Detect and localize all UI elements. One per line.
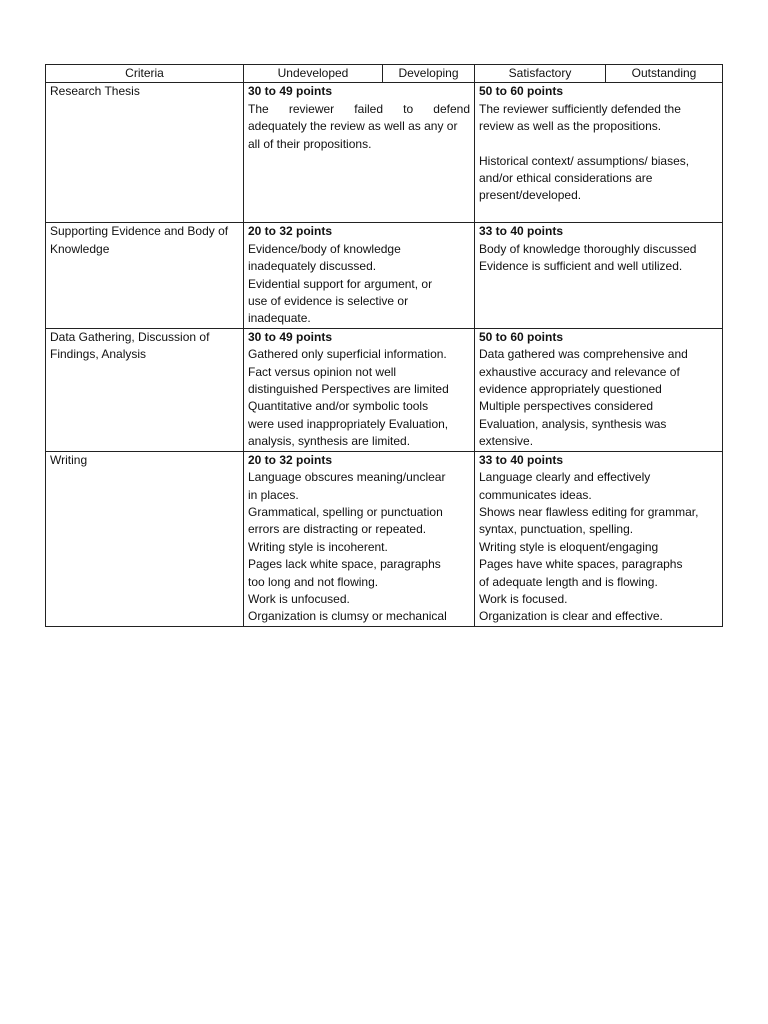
description-line: Multiple perspectives considered: [479, 399, 654, 414]
description-line: all of their propositions.: [248, 136, 372, 151]
points-range: 30 to 49 points: [248, 84, 333, 99]
description-line: Evidential support for argument, or: [248, 276, 433, 291]
description-line: Gathered only superficial information.: [248, 347, 447, 362]
description-line: too long and not flowing.: [248, 574, 379, 589]
high-range-cell: [475, 223, 723, 328]
description-line: Work is focused.: [479, 591, 568, 606]
header-criteria: Criteria: [46, 65, 244, 83]
criteria-cell: Research Thesis: [46, 83, 244, 223]
description-line: analysis, synthesis are limited.: [248, 434, 411, 449]
header-satisfactory: Satisfactory: [475, 65, 606, 83]
description-line: and/or ethical considerations are: [479, 171, 653, 186]
description-line: Evaluation, analysis, synthesis was: [479, 416, 667, 431]
description-line: Quantitative and/or symbolic tools: [248, 399, 429, 414]
rubric-row-data-gathering: [46, 328, 723, 451]
rubric-row-supporting-evidence: [46, 223, 723, 328]
description-line: review as well as the propositions.: [479, 119, 662, 134]
description-line: communicates ideas.: [479, 487, 592, 502]
rubric-table: [45, 64, 723, 627]
description-line: extensive.: [479, 434, 534, 449]
description-line: syntax, punctuation, spelling.: [479, 522, 634, 537]
description-spacer: [479, 136, 718, 153]
points-range: 20 to 32 points: [248, 452, 333, 467]
criteria-cell: Writing: [46, 451, 244, 626]
description-line: Language obscures meaning/unclear: [248, 470, 446, 485]
low-range-cell: [244, 328, 475, 451]
description-line: Writing style is eloquent/engaging: [479, 539, 659, 554]
description-line: errors are distracting or repeated.: [248, 522, 427, 537]
high-range-cell: [475, 83, 723, 223]
rubric-row-research-thesis: [46, 83, 723, 223]
description-line: Grammatical, spelling or punctuation: [248, 504, 443, 519]
high-range-cell: [475, 328, 723, 451]
description-line: Work is unfocused.: [248, 591, 350, 606]
description-line: present/developed.: [479, 188, 582, 203]
description-line: Body of knowledge thoroughly discussed: [479, 241, 697, 256]
description-line: use of evidence is selective or: [248, 294, 409, 309]
rubric-row-writing: [46, 451, 723, 626]
description-line: adequately the review as well as any or: [248, 119, 458, 134]
description-line: inadequately discussed.: [248, 259, 377, 274]
points-range: 33 to 40 points: [479, 452, 564, 467]
low-range-cell: [244, 451, 475, 626]
points-range: 30 to 49 points: [248, 329, 333, 344]
high-range-cell: [475, 451, 723, 626]
description-line: inadequate.: [248, 311, 311, 326]
description-line: Language clearly and effectively: [479, 470, 651, 485]
points-range: 20 to 32 points: [248, 224, 333, 239]
header-outstanding: Outstanding: [606, 65, 723, 83]
description-line: of adequate length and is flowing.: [479, 574, 658, 589]
description-line: Evidence is sufficient and well utilized.: [479, 259, 683, 274]
low-range-cell: [244, 83, 475, 223]
description-line: The reviewer sufficiently defended the: [479, 101, 681, 116]
header-row: [46, 65, 723, 83]
description-line: evidence appropriately questioned: [479, 382, 662, 397]
description-line: The reviewer failed to defend: [248, 101, 470, 116]
description-line: Organization is clumsy or mechanical: [248, 609, 447, 624]
description-line: Organization is clear and effective.: [479, 609, 663, 624]
description-line: Fact versus opinion not well: [248, 364, 397, 379]
points-range: 50 to 60 points: [479, 329, 564, 344]
description-line: Pages have white spaces, paragraphs: [479, 557, 683, 572]
description-line: exhaustive accuracy and relevance of: [479, 364, 680, 379]
criteria-cell: Supporting Evidence and Body of Knowledge: [46, 223, 244, 328]
description-line: Historical context/ assumptions/ biases,: [479, 153, 690, 168]
low-range-cell: [244, 223, 475, 328]
criteria-cell: Data Gathering, Discussion of Findings, Analysis: [46, 328, 244, 451]
description-line: Shows near flawless editing for grammar,: [479, 504, 699, 519]
description-line: distinguished Perspectives are limited: [248, 382, 449, 397]
description-line: in places.: [248, 487, 299, 502]
header-developing: Developing: [383, 65, 475, 83]
header-undeveloped: Undeveloped: [244, 65, 383, 83]
description-line: Pages lack white space, paragraphs: [248, 557, 441, 572]
description-line: Data gathered was comprehensive and: [479, 347, 688, 362]
points-range: 33 to 40 points: [479, 224, 564, 239]
points-range: 50 to 60 points: [479, 84, 564, 99]
description-line: Evidence/body of knowledge: [248, 241, 401, 256]
description-line: were used inappropriately Evaluation,: [248, 416, 449, 431]
description-line: Writing style is incoherent.: [248, 539, 388, 554]
